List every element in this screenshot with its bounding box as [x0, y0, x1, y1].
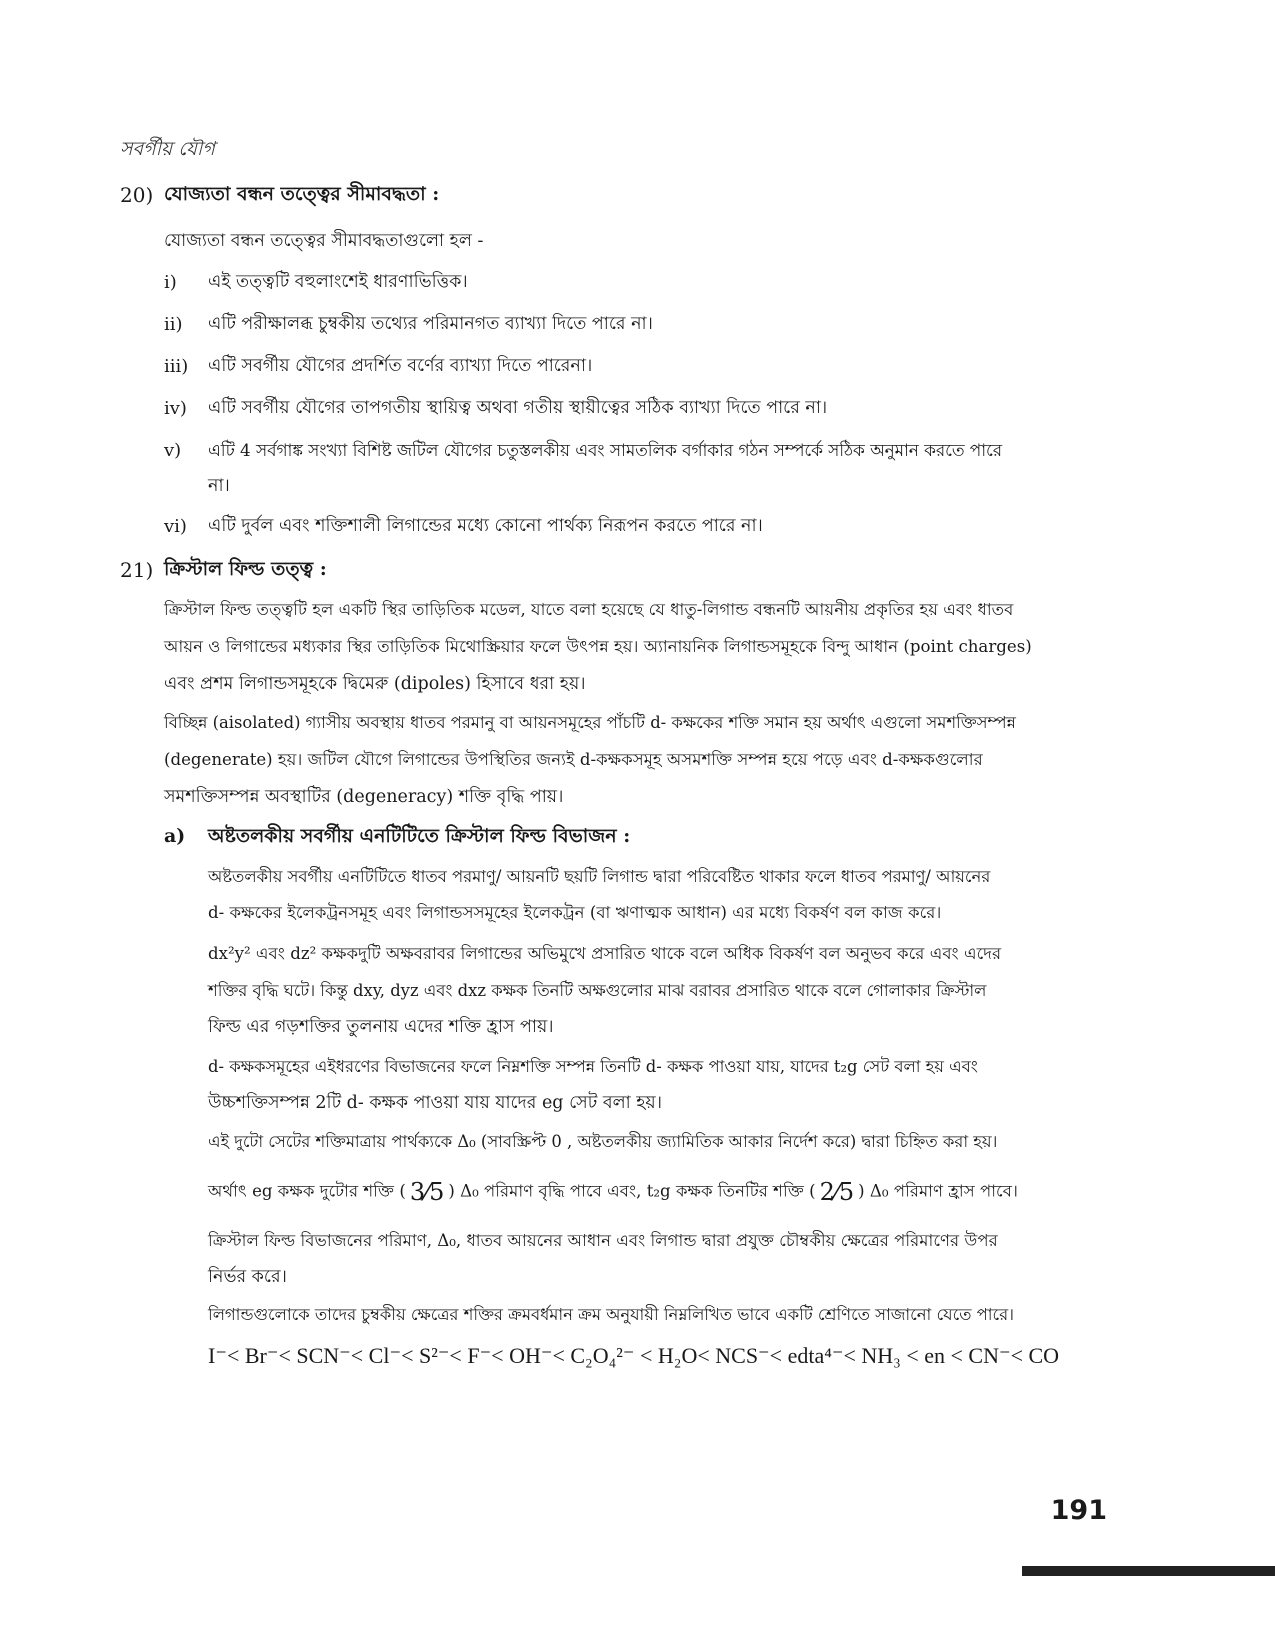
section-20-number: 20) — [120, 183, 154, 207]
paragraph-line: নির্ভর করে। — [208, 1267, 287, 1287]
paragraph-line: dx²y² এবং dz² কক্ষকদুটি অক্ষবরাবর লিগান্ডের অভিমুখে প্রসারিত থাকে বলে অধিক বিকর্ষণ বল অনুভব করে এবং এদের — [208, 944, 1002, 963]
list-item-text: এটি দুর্বল এবং শক্তিশালী লিগান্ডের মধ্যে কোনো পার্থক্য নিরূপন করতে পারে না। — [208, 516, 763, 536]
paragraph-line: d- কক্ষকসমূহের এইধরণের বিভাজনের ফলে নিম্নশক্তি সম্পন্ন তিনটি d- কক্ষক পাওয়া যায়, যাদের t₂g সেট বলা হয় এবং — [208, 1057, 978, 1076]
energy-text-b: ) Δ₀ পরিমাণ বৃদ্ধি পাবে এবং, t₂g কক্ষক তিনটির শক্তি ( — [448, 1181, 816, 1201]
list-item-text: এটি সবর্গীয় যৌগের প্রদর্শিত বর্ণের ব্যাখ্যা দিতে পারেনা। — [208, 356, 593, 376]
energy-text-c: ) Δ₀ পরিমাণ হ্রাস পাবে। — [858, 1181, 1018, 1201]
list-item-number: iv) — [164, 398, 187, 419]
list-item-text: এই তত্ত্বটি বহুলাংশেই ধারণাভিত্তিক। — [208, 272, 468, 292]
list-item-number: ii) — [164, 314, 183, 335]
section-20-intro: যোজ্যতা বন্ধন তত্ত্বের সীমাবদ্ধতাগুলো হল - — [164, 231, 484, 251]
running-header: সবর্গীয় যৌগ — [120, 138, 215, 160]
list-item-number: iii) — [164, 356, 189, 377]
paragraph-line: লিগান্ডগুলোকে তাদের চুম্বকীয় ক্ষেত্রের শক্তির ক্রমবর্ধমান ক্রম অনুযায়ী নিম্নলিখিত ভাবে একটি শ্রেণিতে সাজানো যেতে পারে। — [208, 1305, 1015, 1324]
list-item-text-continued: না। — [208, 476, 230, 496]
subsection-a-label: a) — [164, 825, 186, 847]
subsection-a-title: অষ্টতলকীয় সবর্গীয় এনটিটিতে ক্রিস্টাল ফিল্ড বিভাজন : — [208, 825, 631, 847]
paragraph-line: শক্তির বৃদ্ধি ঘটে। কিন্তু dxy, dyz এবং dxz কক্ষক তিনটি অক্ষগুলোর মাঝ বরাবর প্রসারিত থাকে বলে গোলাকার ক্রিস্টাল — [208, 981, 987, 1000]
section-21-number: 21) — [120, 558, 154, 582]
paragraph-line: উচ্চশক্তিসম্পন্ন 2টি d- কক্ষক পাওয়া যায় যাদের eg সেট বলা হয়। — [208, 1093, 663, 1113]
paragraph-line: বিচ্ছিন্ন (aisolated) গ্যাসীয় অবস্থায় ধাতব পরমানু বা আয়নসমূহের পাঁচটি d- কক্ষকের শক্তি সমান হয় অর্থাৎ এগুলো সমশক্তিসম্পন্ন — [164, 713, 1016, 732]
list-item-text: এটি সবর্গীয় যৌগের তাপগতীয় স্থায়িত্ব অথবা গতীয় স্থায়ীত্বের সঠিক ব্যাখ্যা দিতে পারে না। — [208, 398, 828, 418]
paragraph-line: (degenerate) হয়। জটিল যৌগে লিগান্ডের উপস্থিতির জন্যই d-কক্ষকসমূহ অসমশক্তি সম্পন্ন হয়ে পড়ে এবং d-কক্ষকগুলোর — [164, 750, 983, 769]
section-20-title: যোজ্যতা বন্ধন তত্ত্বের সীমাবদ্ধতা : — [164, 183, 440, 205]
fraction-two-fifths: 2⁄5 — [819, 1178, 855, 1206]
spectrochemical-series: I⁻< Br⁻< SCN⁻< Cl⁻< S²⁻< F⁻< OH⁻< C₂O₄²⁻ < H₂O< NCS⁻< edta⁴⁻< NH₃ < en < CN⁻< CO — [208, 1343, 1060, 1368]
paragraph-line: ক্রিস্টাল ফিল্ড বিভাজনের পরিমাণ, Δ₀, ধাতব আয়নের আধান এবং লিগান্ড দ্বারা প্রযুক্ত চৌম্বকীয় ক্ষেত্রের পরিমাণের উপর — [208, 1231, 998, 1250]
footer-rule — [1022, 1566, 1275, 1576]
paragraph-line: আয়ন ও লিগান্ডের মধ্যকার স্থির তাড়িতিক মিথোস্ক্রিয়ার ফলে উৎপন্ন হয়। অ্যানায়নিক লিগান্ডসমূহকে বিন্দু আধান (point charges) — [164, 637, 1032, 656]
energy-split-line — [208, 1180, 1018, 1204]
paragraph-line: ফিল্ড এর গড়শক্তির তুলনায় এদের শক্তি হ্রাস পায়। — [208, 1017, 554, 1037]
fraction-three-fifths: 3⁄5 — [409, 1178, 445, 1206]
list-item-number: i) — [164, 272, 177, 293]
list-item-text: এটি 4 সর্বগাঙ্ক সংখ্যা বিশিষ্ট জটিল যৌগের চতুস্তলকীয় এবং সামতলিক বর্গাকার গঠন সম্পর্কে সঠিক অনুমান করতে পারে — [208, 440, 1003, 460]
paragraph-line: এই দুটো সেটের শক্তিমাত্রায় পার্থক্যকে Δ₀ (সাবস্ক্রিপ্ট 0 , অষ্টতলকীয় জ্যামিতিক আকার নির্দেশ করে) দ্বারা চিহ্নিত করা হয়। — [208, 1132, 998, 1151]
paragraph-line: অষ্টতলকীয় সবর্গীয় এনটিটিতে ধাতব পরমাণু/ আয়নটি ছয়টি লিগান্ড দ্বারা পরিবেষ্টিত থাকার ফলে ধাতব পরমাণু/ আয়নের — [208, 867, 991, 886]
paragraph-line: ক্রিস্টাল ফিল্ড তত্ত্বটি হল একটি স্থির তাড়িতিক মডেল, যাতে বলা হয়েছে যে ধাতু-লিগান্ড বন্ধনটি আয়নীয় প্রকৃতির হয় এবং ধাতব — [164, 600, 1014, 619]
section-21-title: ক্রিস্টাল ফিল্ড তত্ত্ব : — [164, 558, 327, 580]
list-item-number: vi) — [164, 516, 187, 537]
paragraph-line: এবং প্রশম লিগান্ডসমূহকে দ্বিমেরু (dipoles) হিসাবে ধরা হয়। — [164, 674, 586, 694]
list-item-text: এটি পরীক্ষালব্ধ চুম্বকীয় তথ্যের পরিমানগত ব্যাখ্যা দিতে পারে না। — [208, 314, 653, 334]
page-number: 191 — [1050, 1495, 1107, 1526]
paragraph-line: সমশক্তিসম্পন্ন অবস্থাটির (degeneracy) শক্তি বৃদ্ধি পায়। — [164, 787, 564, 807]
energy-text-a: অর্থাৎ eg কক্ষক দুটোর শক্তি ( — [208, 1181, 406, 1201]
list-item-number: v) — [164, 440, 182, 461]
paragraph-line: d- কক্ষকের ইলেকট্রনসমূহ এবং লিগান্ডসসমূহের ইলেকট্রন (বা ঋণাত্মক আধান) এর মধ্যে বিকর্ষণ বল কাজ করে। — [208, 903, 942, 922]
